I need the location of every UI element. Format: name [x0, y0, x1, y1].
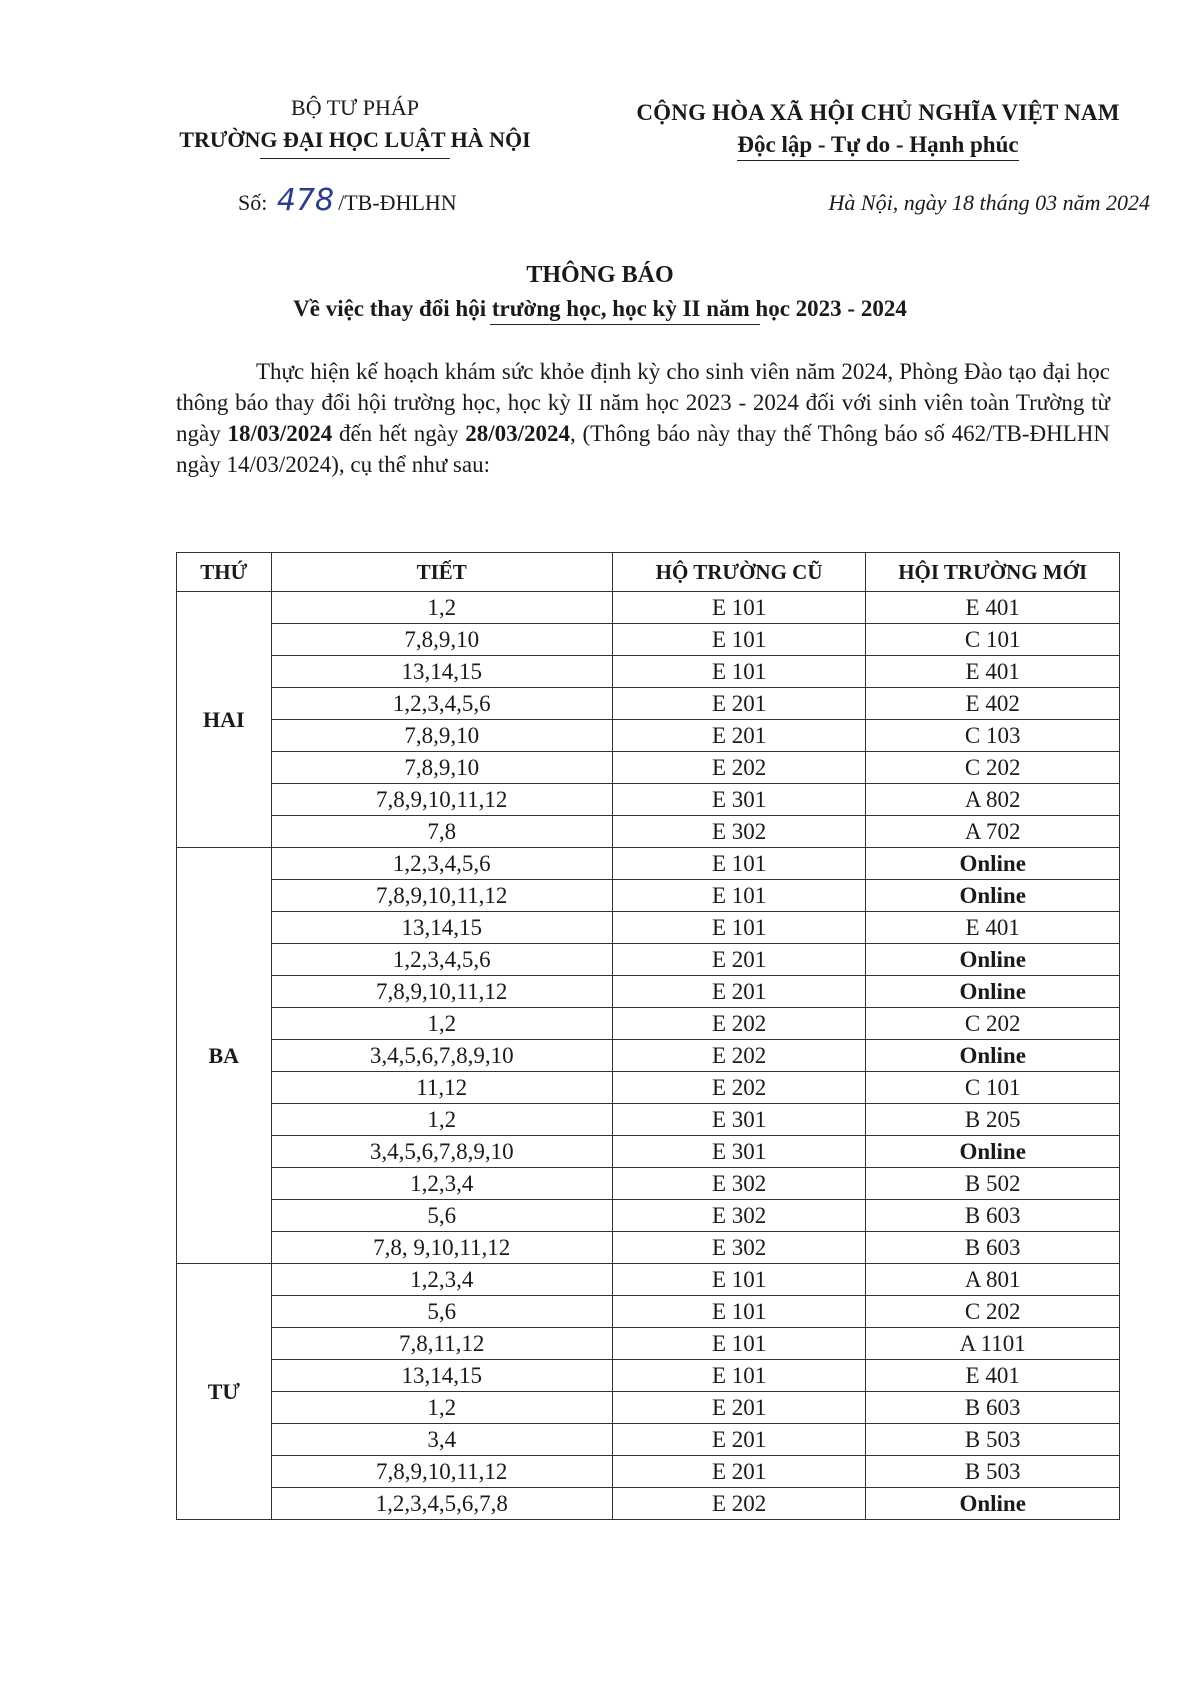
period-cell: 1,2 [271, 1392, 612, 1424]
document-subtitle [0, 296, 1200, 325]
new-hall-cell: Online [866, 1488, 1120, 1520]
old-hall-cell: E 202 [612, 1040, 866, 1072]
table-row [177, 784, 1120, 816]
new-hall-cell: Online [866, 848, 1120, 880]
period-cell: 7,8,9,10,11,12 [271, 784, 612, 816]
new-hall-cell: B 502 [866, 1168, 1120, 1200]
new-hall-cell: C 101 [866, 1072, 1120, 1104]
intro-text-3: , (Thông báo này thay thế Thông báo số 462/TB-ĐHLHN ngày 14/03/2024), cụ thể như sau: [176, 421, 1110, 477]
table-row [177, 1264, 1120, 1296]
table-row [177, 1456, 1120, 1488]
period-cell: 13,14,15 [271, 656, 612, 688]
new-hall-cell: A 1101 [866, 1328, 1120, 1360]
period-cell: 11,12 [271, 1072, 612, 1104]
table-row [177, 1392, 1120, 1424]
old-hall-cell: E 202 [612, 752, 866, 784]
new-hall-cell: Online [866, 976, 1120, 1008]
new-hall-cell: E 401 [866, 592, 1120, 624]
old-hall-cell: E 101 [612, 624, 866, 656]
table-row [177, 1424, 1120, 1456]
new-hall-cell: B 603 [866, 1232, 1120, 1264]
new-hall-cell: A 802 [866, 784, 1120, 816]
table-row [177, 1488, 1120, 1520]
table-body [177, 592, 1120, 1520]
old-hall-cell: E 302 [612, 1168, 866, 1200]
issuer-block [140, 92, 570, 159]
period-cell: 7,8,9,10,11,12 [271, 976, 612, 1008]
intro-date-from: 18/03/2024 [227, 421, 333, 446]
old-hall-cell: E 201 [612, 688, 866, 720]
table-row [177, 848, 1120, 880]
period-cell: 1,2,3,4,5,6 [271, 688, 612, 720]
header-old-hall: HỘ TRƯỜNG CŨ [612, 553, 866, 592]
table-row [177, 656, 1120, 688]
old-hall-cell: E 301 [612, 1136, 866, 1168]
new-hall-cell: B 603 [866, 1392, 1120, 1424]
old-hall-cell: E 302 [612, 816, 866, 848]
period-cell: 7,8,9,10 [271, 624, 612, 656]
school-name: TRƯỜNG ĐẠI HỌC LUẬT HÀ NỘI [179, 127, 531, 152]
new-hall-cell: C 103 [866, 720, 1120, 752]
period-cell: 3,4 [271, 1424, 612, 1456]
national-heading [598, 96, 1158, 165]
old-hall-cell: E 201 [612, 944, 866, 976]
new-hall-cell: B 205 [866, 1104, 1120, 1136]
period-cell: 1,2,3,4 [271, 1264, 612, 1296]
new-hall-cell: B 503 [866, 1456, 1120, 1488]
room-change-table [176, 552, 1120, 1520]
period-cell: 7,8, 9,10,11,12 [271, 1232, 612, 1264]
table-row [177, 1008, 1120, 1040]
intro-date-to: 28/03/2024 [465, 421, 571, 446]
period-cell: 3,4,5,6,7,8,9,10 [271, 1136, 612, 1168]
old-hall-cell: E 101 [612, 848, 866, 880]
intro-text-1: Thực hiện kế hoạch khám sức khỏe định kỳ cho sinh viên năm 2024, Phòng Đào tạo đại học thông báo thay đổi hội trường học, học kỳ II năm học 2023 - 2024 đối với sinh viên toàn Trường từ ngày [176, 359, 1110, 446]
table-row [177, 1168, 1120, 1200]
table-row [177, 624, 1120, 656]
table-row [177, 688, 1120, 720]
intro-text-2: đến hết ngày [332, 421, 466, 446]
old-hall-cell: E 101 [612, 656, 866, 688]
period-cell: 1,2,3,4 [271, 1168, 612, 1200]
ministry-name: BỘ TƯ PHÁP [291, 95, 419, 120]
old-hall-cell: E 201 [612, 1392, 866, 1424]
old-hall-cell: E 101 [612, 880, 866, 912]
period-cell: 13,14,15 [271, 912, 612, 944]
new-hall-cell: C 202 [866, 752, 1120, 784]
old-hall-cell: E 202 [612, 1008, 866, 1040]
table-row [177, 816, 1120, 848]
period-cell: 7,8,11,12 [271, 1328, 612, 1360]
doc-number-handwritten: 478 [276, 183, 335, 218]
table-row [177, 976, 1120, 1008]
new-hall-cell: C 202 [866, 1296, 1120, 1328]
period-cell: 1,2 [271, 1008, 612, 1040]
table-row [177, 912, 1120, 944]
new-hall-cell: E 401 [866, 1360, 1120, 1392]
old-hall-cell: E 301 [612, 784, 866, 816]
new-hall-cell: E 401 [866, 656, 1120, 688]
period-cell: 7,8,9,10,11,12 [271, 1456, 612, 1488]
period-cell: 3,4,5,6,7,8,9,10 [271, 1040, 612, 1072]
table-row [177, 1200, 1120, 1232]
national-motto: Độc lập - Tự do - Hạnh phúc [737, 130, 1018, 161]
date-line [600, 190, 1156, 216]
day-cell: BA [177, 848, 272, 1264]
table-row [177, 1104, 1120, 1136]
table-header-row [177, 553, 1120, 592]
new-hall-cell: A 801 [866, 1264, 1120, 1296]
period-cell: 7,8 [271, 816, 612, 848]
table-row [177, 1232, 1120, 1264]
day-cell: TƯ [177, 1264, 272, 1520]
old-hall-cell: E 101 [612, 592, 866, 624]
old-hall-cell: E 302 [612, 1200, 866, 1232]
period-cell: 5,6 [271, 1200, 612, 1232]
new-hall-cell: E 402 [866, 688, 1120, 720]
old-hall-cell: E 101 [612, 1360, 866, 1392]
header-day: THỨ [177, 553, 272, 592]
new-hall-cell: C 202 [866, 1008, 1120, 1040]
new-hall-cell: E 401 [866, 912, 1120, 944]
table-row [177, 1328, 1120, 1360]
table-row [177, 752, 1120, 784]
table-row [177, 1072, 1120, 1104]
period-cell: 5,6 [271, 1296, 612, 1328]
table-row [177, 1136, 1120, 1168]
period-cell: 7,8,9,10 [271, 752, 612, 784]
new-hall-cell: Online [866, 944, 1120, 976]
old-hall-cell: E 202 [612, 1488, 866, 1520]
old-hall-cell: E 201 [612, 1424, 866, 1456]
old-hall-cell: E 201 [612, 976, 866, 1008]
period-cell: 1,2,3,4,5,6 [271, 848, 612, 880]
doc-number-prefix: Số: [238, 190, 268, 215]
period-cell: 7,8,9,10 [271, 720, 612, 752]
issuer-underline [260, 158, 450, 159]
table-row [177, 720, 1120, 752]
period-cell: 7,8,9,10,11,12 [271, 880, 612, 912]
new-hall-cell: Online [866, 880, 1120, 912]
old-hall-cell: E 101 [612, 1328, 866, 1360]
old-hall-cell: E 101 [612, 1264, 866, 1296]
table-row [177, 880, 1120, 912]
date-line-text: Hà Nội, ngày 18 tháng 03 năm 2024 [828, 190, 1150, 215]
old-hall-cell: E 201 [612, 1456, 866, 1488]
header-new-hall: HỘI TRƯỜNG MỚI [866, 553, 1120, 592]
new-hall-cell: Online [866, 1136, 1120, 1168]
old-hall-cell: E 201 [612, 720, 866, 752]
new-hall-cell: A 702 [866, 816, 1120, 848]
period-cell: 1,2 [271, 1104, 612, 1136]
old-hall-cell: E 101 [612, 1296, 866, 1328]
table-row [177, 1040, 1120, 1072]
old-hall-cell: E 302 [612, 1232, 866, 1264]
period-cell: 1,2,3,4,5,6,7,8 [271, 1488, 612, 1520]
new-hall-cell: C 101 [866, 624, 1120, 656]
header-period: TIẾT [271, 553, 612, 592]
old-hall-cell: E 202 [612, 1072, 866, 1104]
day-cell: HAI [177, 592, 272, 848]
doc-number-suffix: /TB-ĐHLHN [338, 190, 457, 215]
period-cell: 1,2,3,4,5,6 [271, 944, 612, 976]
subtitle-text: Về việc thay đổi hội trường học, học kỳ II năm học 2023 - 2024 [293, 296, 907, 321]
new-hall-cell: Online [866, 1040, 1120, 1072]
nation-name: CỘNG HÒA XÃ HỘI CHỦ NGHĨA VIỆT NAM [636, 100, 1120, 125]
document-title: THÔNG BÁO [526, 262, 674, 288]
new-hall-cell: B 603 [866, 1200, 1120, 1232]
new-hall-cell: B 503 [866, 1424, 1120, 1456]
table-row [177, 592, 1120, 624]
document-number [238, 183, 457, 218]
intro-paragraph [176, 356, 1110, 480]
subtitle-underline [490, 324, 760, 325]
old-hall-cell: E 301 [612, 1104, 866, 1136]
table-row [177, 944, 1120, 976]
old-hall-cell: E 101 [612, 912, 866, 944]
table-row [177, 1360, 1120, 1392]
period-cell: 1,2 [271, 592, 612, 624]
period-cell: 13,14,15 [271, 1360, 612, 1392]
table-row [177, 1296, 1120, 1328]
